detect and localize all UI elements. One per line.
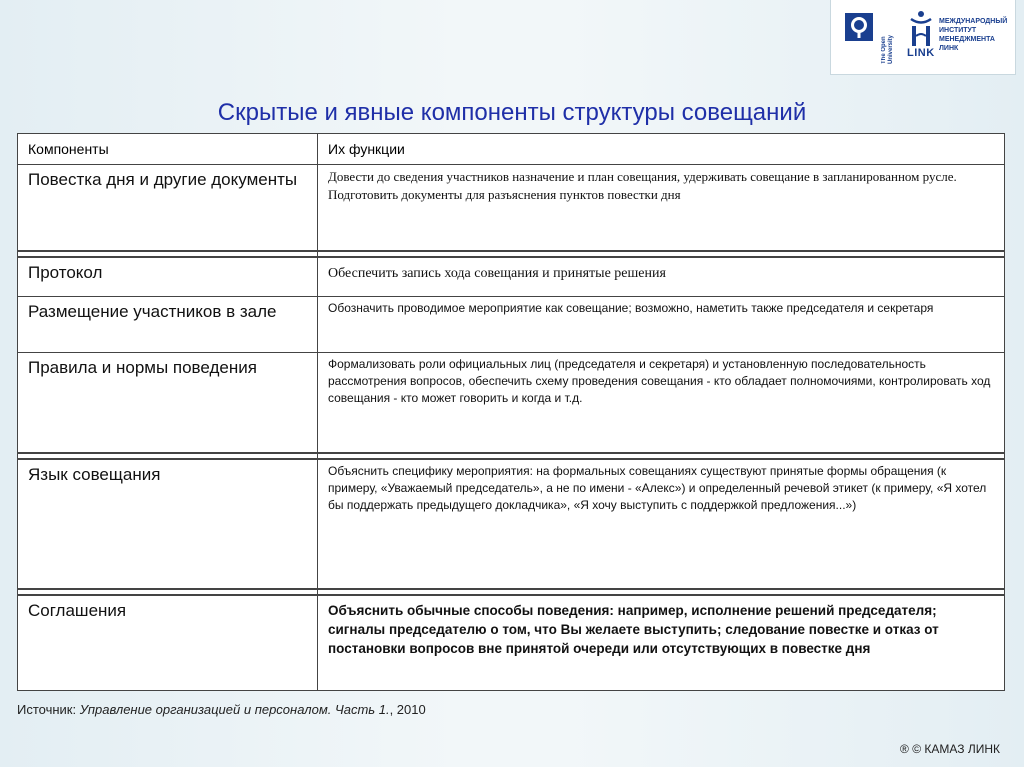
header-functions: Их функции: [318, 134, 1005, 165]
header-components: Компоненты: [18, 134, 318, 165]
component-cell: Протокол: [18, 257, 318, 297]
function-cell: Обозначить проводимое мероприятие как совещание; возможно, наметить также председателя и секретаря: [318, 297, 1005, 353]
link-wordmark: LINK: [907, 47, 935, 59]
institute-name: [939, 17, 1015, 53]
function-cell: Формализовать роли официальных лиц (председателя и секретаря) и установленную последовательность рассмотрения вопросов, обеспечить схему проведения совещания - кто обладает полномочиями, контролировать ход совещания - кто может говорить и когда и т.д.: [318, 353, 1005, 453]
source-work: Управление организацией и персоналом. Часть 1.: [79, 702, 390, 717]
function-cell: Обеспечить запись хода совещания и принятые решения: [318, 257, 1005, 297]
components-table: [17, 133, 1005, 691]
source-label: Источник:: [17, 702, 80, 717]
source-year: , 2010: [389, 702, 426, 717]
institute-line: МЕЖДУНАРОДНЫЙ: [939, 18, 1008, 25]
institute-line: ЛИНК: [939, 45, 959, 52]
function-cell: Объяснить обычные способы поведения: например, исполнение решений председателя; сигналы председателю о том, что Вы желаете выступить; следование повестке и отказ от постановки вопросов вне принятой очереди или отсутствующих в повестке дня: [318, 595, 1005, 691]
table-row: [18, 257, 1005, 297]
table-row: [18, 297, 1005, 353]
institute-line: МЕНЕДЖМЕНТА: [939, 36, 995, 43]
component-cell: Размещение участников в зале: [18, 297, 318, 353]
table-row: [18, 165, 1005, 251]
function-cell: Объяснить специфику мероприятия: на формальных совещаниях существуют принятые формы обращения (к примеру, «Уважаемый председатель», а не по имени - «Алекс») и определенный речевой этикет (к примеру, «Я хотел бы поддержать предыдущего докладчика», «Я хочу выступить с поддержкой предложения...»): [318, 459, 1005, 589]
table-header-row: [18, 134, 1005, 165]
component-cell: Повестка дня и другие документы: [18, 165, 318, 251]
table-row: [18, 595, 1005, 691]
open-university-text: The Open University: [881, 34, 894, 64]
page-title: Скрытые и явные компоненты структуры совещаний: [217, 99, 807, 126]
open-university-logo-icon: [845, 13, 873, 41]
logo-panel: [830, 0, 1016, 75]
table-row: [18, 353, 1005, 453]
component-cell: Язык совещания: [18, 459, 318, 589]
component-cell: Правила и нормы поведения: [18, 353, 318, 453]
source-note: [17, 702, 426, 717]
table-row: [18, 459, 1005, 589]
component-cell: Соглашения: [18, 595, 318, 691]
link-institute-logo-icon: [907, 10, 935, 48]
copyright: ® © КАМАЗ ЛИНК: [900, 742, 1000, 756]
institute-line: ИНСТИТУТ: [939, 27, 977, 34]
function-cell: Довести до сведения участников назначение и план совещания, удерживать совещание в запланированном русле. Подготовить документы для разъяснения пунктов повестки дня: [318, 165, 1005, 251]
